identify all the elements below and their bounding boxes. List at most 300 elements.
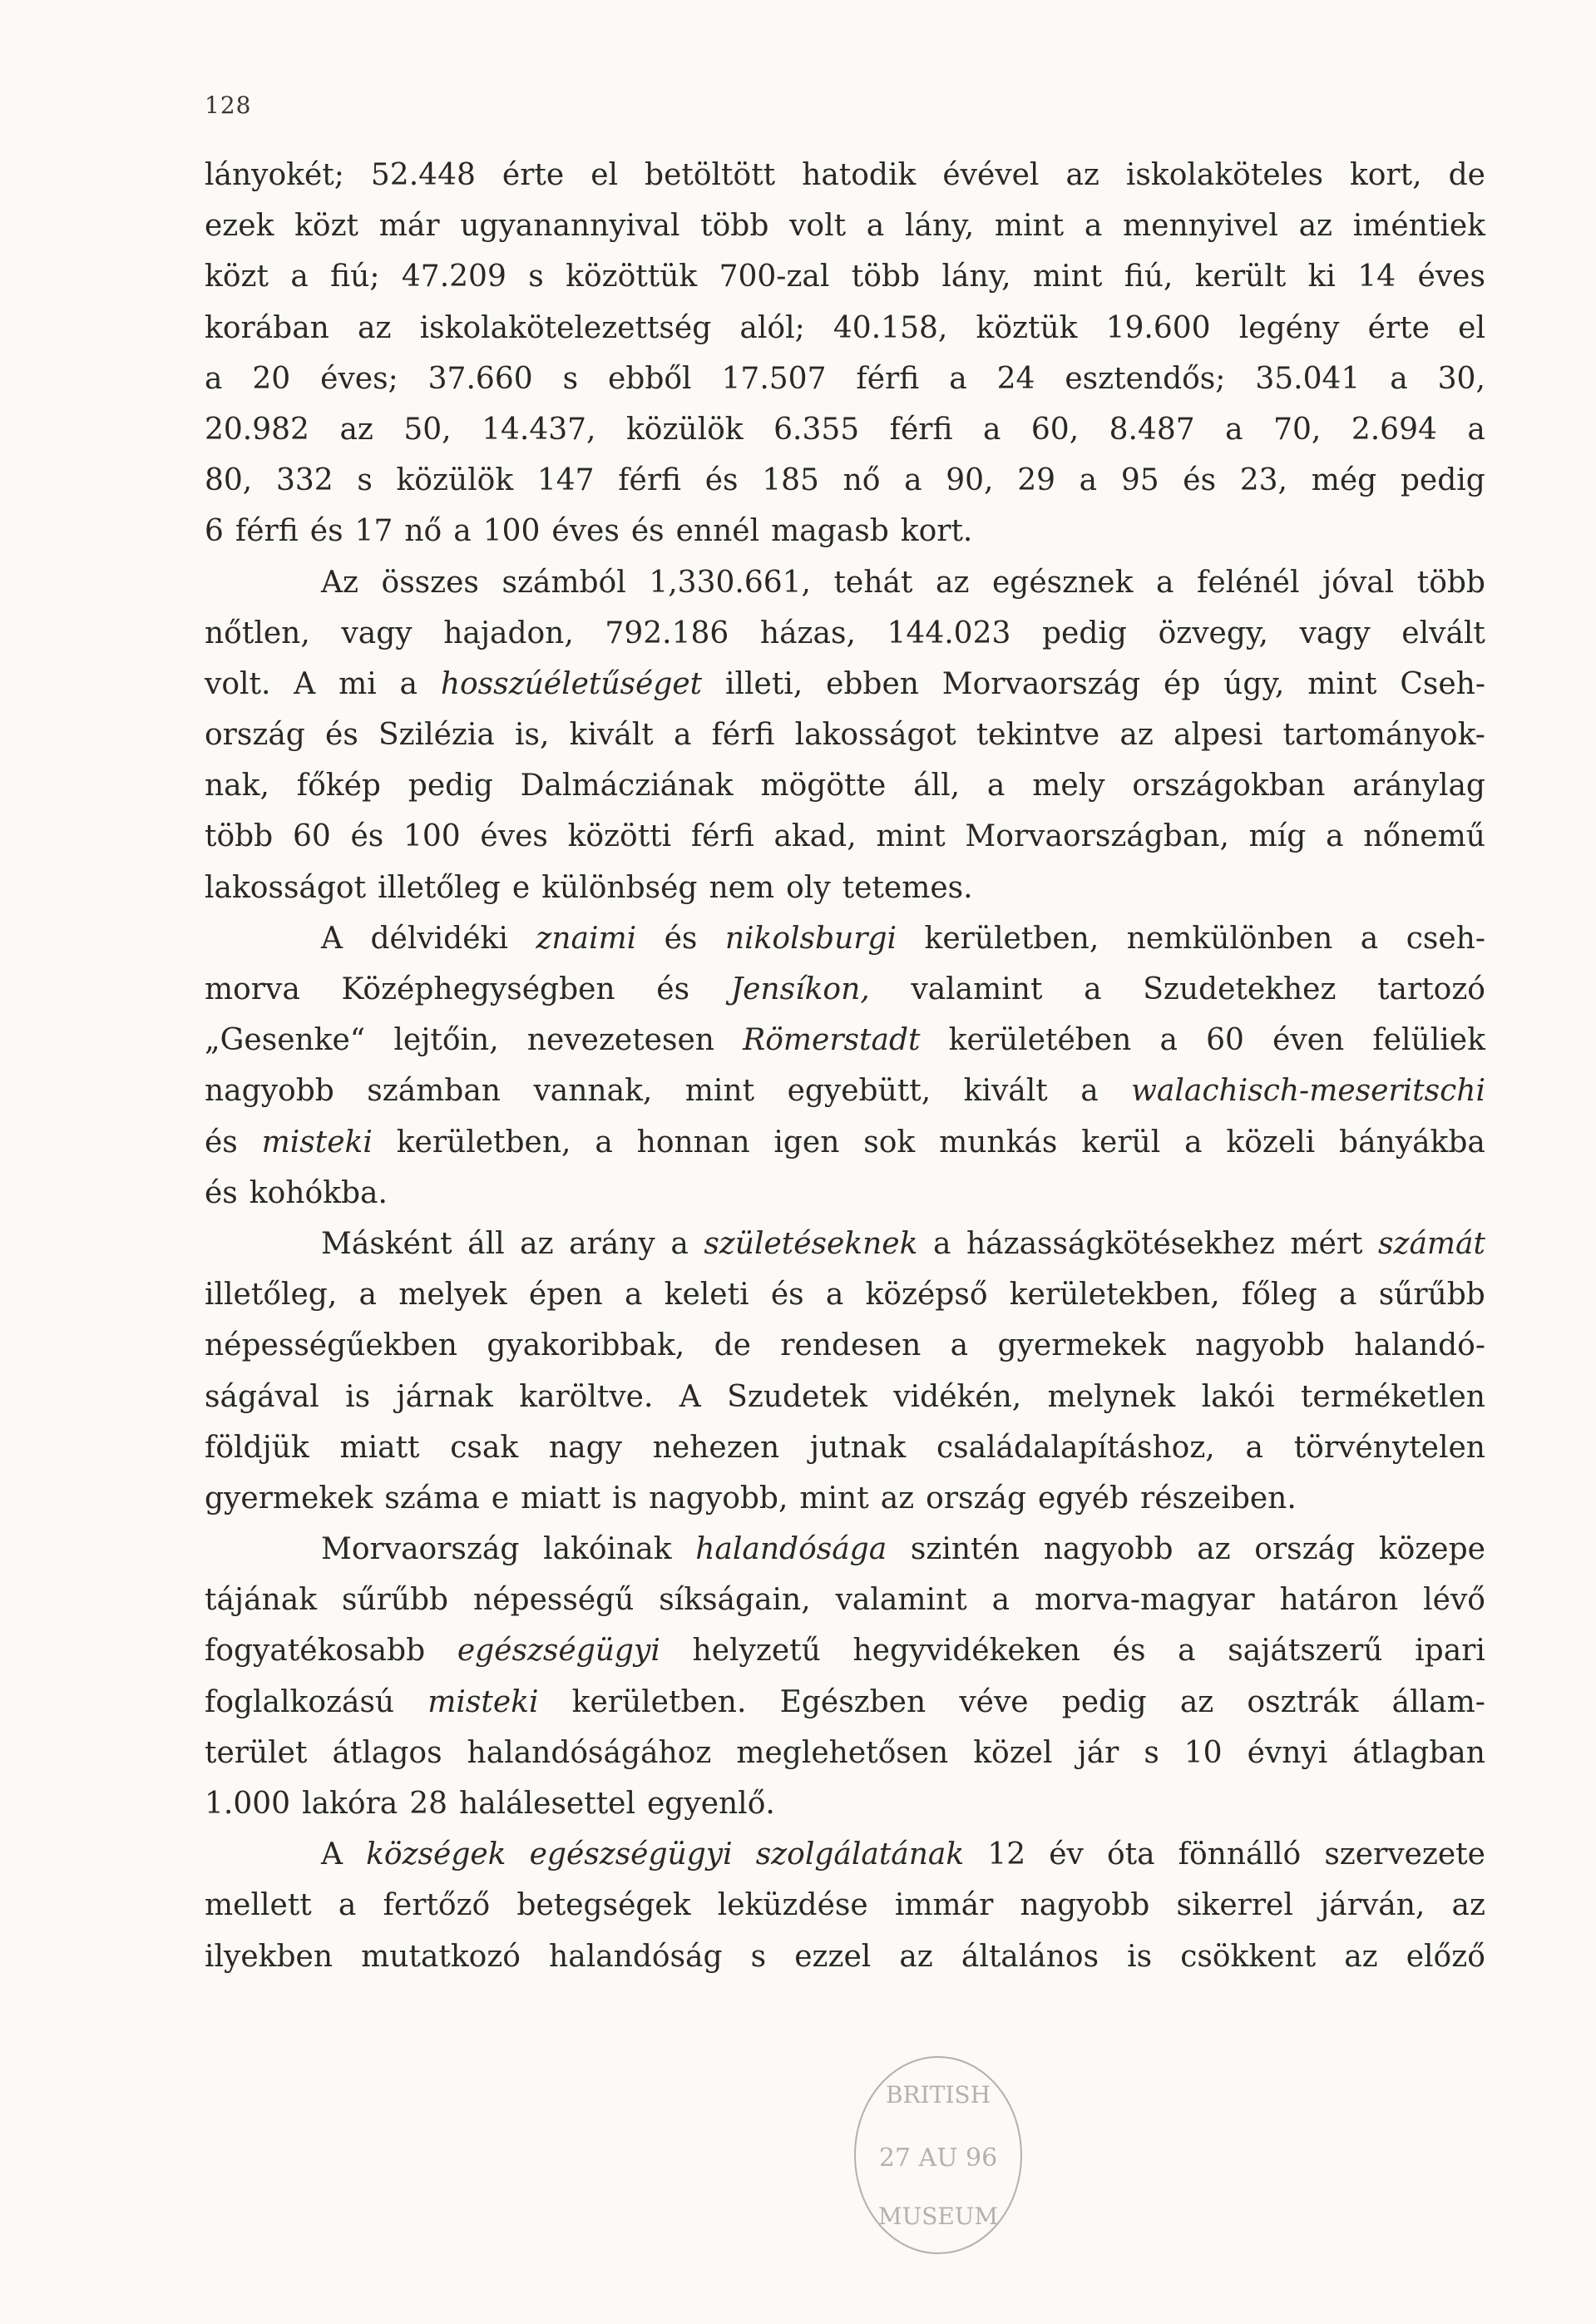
word: és [630, 514, 665, 549]
word: szolgálatának [755, 1837, 965, 1872]
word: járván, [1320, 1888, 1426, 1923]
word: ennél [675, 514, 760, 549]
word: a [866, 209, 885, 244]
word: kort. [900, 514, 973, 549]
word: év [1049, 1837, 1084, 1872]
word: kerületekben, [1009, 1278, 1220, 1313]
text-line [205, 506, 1485, 556]
word: lány, [941, 260, 1011, 294]
word: felénél [1197, 565, 1300, 600]
word: sűrűbb [341, 1583, 449, 1618]
word: és [309, 514, 343, 549]
word: 52.448 [370, 158, 476, 192]
word: 80, [205, 463, 253, 498]
word: 10 [1183, 1735, 1223, 1770]
word: az [1065, 158, 1099, 192]
word: óta [1106, 1837, 1155, 1872]
word: részeiben. [1140, 1481, 1297, 1516]
word: 700-zal [719, 260, 830, 294]
word: 6.355 [773, 412, 860, 447]
word: száma [384, 1481, 480, 1516]
word: a [399, 666, 418, 701]
word: de [714, 1328, 751, 1363]
word: ságával [205, 1379, 319, 1414]
text-line [205, 1422, 1485, 1473]
text-line [205, 251, 1485, 302]
word: leküzdése [717, 1888, 868, 1923]
word: ugyanannyival [460, 209, 680, 244]
word: általános [961, 1939, 1099, 1974]
museum-stamp [847, 2051, 1030, 2259]
word: hosszúéletűséget [440, 666, 703, 701]
word: az [1179, 1684, 1214, 1719]
word: éves [480, 819, 548, 854]
word: 17 [354, 514, 393, 549]
word: tartományok- [1282, 718, 1485, 753]
text-line [205, 608, 1485, 659]
word: férfi [690, 819, 754, 854]
word: évnyi [1247, 1735, 1328, 1770]
word: kerületben, [396, 1125, 571, 1160]
word: foglalkozású [205, 1684, 395, 1719]
word: és [205, 1125, 238, 1160]
word: walachisch-meseritschi [1131, 1074, 1485, 1109]
word: pedig [408, 769, 493, 804]
text-line [205, 659, 1485, 710]
text-line [205, 200, 1485, 251]
word: 29 [1017, 463, 1055, 498]
word: lejtőin, [393, 1023, 499, 1058]
word: 144.023 [887, 616, 1011, 650]
word: illetőleg, [205, 1278, 338, 1313]
word: 50, [403, 412, 452, 447]
word: mint [684, 1074, 755, 1109]
word: a [1390, 361, 1408, 396]
word: iskolaköteles [1125, 158, 1323, 192]
word: a [904, 463, 922, 498]
stamp-icon [847, 2051, 1030, 2259]
word: „Gesenke“ [205, 1023, 366, 1058]
word: kerül [1081, 1125, 1161, 1160]
word: 70, [1273, 412, 1322, 447]
word: sűrűbb [1378, 1278, 1485, 1313]
word: a [1184, 1125, 1203, 1160]
word: férfi [618, 463, 682, 498]
word: halandó- [1354, 1328, 1485, 1363]
word: Jensíkon, [730, 972, 870, 1006]
word: közepe [1378, 1532, 1485, 1567]
word: egésznek [992, 565, 1134, 600]
word: vidékén, [893, 1379, 1022, 1414]
word: ezzel [794, 1939, 872, 1974]
word: és [350, 819, 384, 854]
word: és [656, 972, 690, 1006]
word: hajadon, [443, 616, 574, 650]
word: az [1298, 209, 1332, 244]
word: mi [338, 666, 377, 701]
stamp-text-middle: 27 AU 96 [878, 2144, 998, 2173]
text-line [205, 1575, 1485, 1625]
word: lakóinak [543, 1532, 672, 1567]
word: tartozó [1377, 972, 1485, 1006]
word: férfi [856, 361, 920, 396]
word: 60, [1030, 412, 1080, 447]
word: nak, [205, 769, 269, 804]
word: fiú, [1124, 260, 1174, 294]
word: érte [1367, 310, 1430, 345]
word: karöltve. [519, 1379, 654, 1414]
word: 20 [252, 361, 291, 396]
word: arány [569, 1226, 655, 1261]
word: és [1112, 1634, 1146, 1669]
stamp-text-top: BRITISH [885, 2081, 991, 2109]
word: 28 [409, 1787, 448, 1821]
word: 792.186 [605, 616, 729, 650]
word: tájának [205, 1583, 318, 1618]
word: legény [1238, 310, 1340, 345]
word: járnak [396, 1379, 493, 1414]
word: házas, [759, 616, 856, 650]
word: közt [294, 209, 359, 244]
word: is, [515, 718, 550, 753]
word: volt. [205, 666, 271, 701]
word: és [770, 1278, 804, 1313]
word: gyermekek [997, 1328, 1166, 1363]
word: közt [205, 260, 269, 294]
word: jár [1077, 1735, 1119, 1770]
word: a [1178, 1634, 1196, 1669]
word: hegyvidékeken [852, 1634, 1080, 1669]
word: kort, [1349, 158, 1422, 192]
word: cseh- [1406, 921, 1485, 956]
text-line [205, 1219, 1485, 1269]
word: születéseknek [704, 1226, 918, 1261]
word: úgy, [1223, 666, 1285, 701]
word: országokban [1132, 769, 1326, 804]
word: összes [381, 565, 479, 600]
word: s [357, 463, 373, 498]
word: nagyobb, [649, 1481, 788, 1516]
word: lány, [904, 209, 975, 244]
text-line [205, 1524, 1485, 1575]
word: a [670, 1226, 689, 1261]
word: nő [404, 514, 442, 549]
word: a [932, 1226, 951, 1261]
word: is [345, 1379, 371, 1414]
word: is [612, 1481, 638, 1516]
word: délvidéki [370, 921, 508, 956]
word: melynek [1047, 1379, 1176, 1414]
word: Egészben [779, 1684, 926, 1719]
word: nemkülönben [1126, 921, 1333, 956]
word: középső [865, 1278, 988, 1313]
word: a [949, 361, 967, 396]
word: a [1079, 463, 1098, 498]
word: elvált [1401, 616, 1485, 650]
word: több [700, 209, 769, 244]
text-line [205, 1931, 1485, 1982]
word: szervezete [1324, 1837, 1485, 1872]
word: 100 [403, 819, 461, 854]
word: a [1084, 209, 1103, 244]
word: misteki [261, 1125, 373, 1160]
word: mint [1307, 666, 1377, 701]
word: nagyobb [205, 1074, 334, 1109]
word: az [339, 412, 373, 447]
word: ebből [607, 361, 692, 396]
word: mint [799, 1481, 869, 1516]
word: érte [502, 158, 565, 192]
word: iméntiek [1352, 209, 1485, 244]
word: Morvaország [321, 1532, 520, 1567]
word: de [1448, 158, 1485, 192]
word: mutatkozó [361, 1939, 521, 1974]
word: Morvaországban, [965, 819, 1229, 854]
word: közülök [625, 412, 744, 447]
word: gyakoribbak, [487, 1328, 685, 1363]
word: valamint [835, 1583, 967, 1618]
word: Römerstadt [743, 1023, 921, 1058]
word: áll [467, 1226, 505, 1261]
word: el [590, 158, 619, 192]
word: iskolakötelezettség [419, 310, 712, 345]
word: kerületben. [571, 1684, 747, 1719]
word: különbség [541, 870, 698, 905]
word: munkás [939, 1125, 1058, 1160]
word: kerületben, [924, 921, 1099, 956]
word: évével [942, 158, 1040, 192]
word: nőtlen, [205, 616, 310, 650]
word: meglehetősen [736, 1735, 949, 1770]
word: betegségek [516, 1888, 691, 1923]
word: férfi [711, 718, 775, 753]
word: vagy [341, 616, 413, 650]
text-line [205, 1269, 1485, 1320]
word: előző [1406, 1939, 1485, 1974]
word: 24 [996, 361, 1035, 396]
word: mint [994, 209, 1065, 244]
word: helyzetű [692, 1634, 821, 1669]
word: mennyivel [1123, 209, 1278, 244]
word: köztük [976, 310, 1078, 345]
text-line [205, 1117, 1485, 1168]
word: sikerrel [1176, 1888, 1293, 1923]
word: Dalmácziának [520, 769, 734, 804]
word: közöttük [566, 260, 698, 294]
text-line [205, 760, 1485, 811]
word: éves; [320, 361, 398, 396]
word: áll, [913, 769, 961, 804]
word: és [325, 718, 358, 753]
word: ilyekben [205, 1939, 334, 1974]
word: terület [205, 1735, 308, 1770]
word: tetemes. [842, 870, 973, 905]
word: kivált [569, 718, 654, 753]
word: 47.209 [401, 260, 506, 294]
word: házasságkötésekhez [966, 1226, 1275, 1261]
word: a [1338, 1278, 1357, 1313]
word: s [562, 361, 579, 396]
word: éven [1272, 1023, 1345, 1058]
word: A [679, 1379, 701, 1414]
word: a [1159, 1023, 1178, 1058]
word: osztrák [1247, 1684, 1359, 1719]
word: jóval [1322, 565, 1395, 600]
word: lakosságot [794, 718, 956, 753]
word: törvénytelen [1293, 1430, 1485, 1465]
word: a [1326, 819, 1344, 854]
word: több [851, 260, 921, 294]
text-line [205, 404, 1485, 455]
word: ipari [1415, 1634, 1485, 1669]
word: Szudetek [727, 1379, 867, 1414]
word: oly [786, 870, 831, 905]
word: férfi [235, 514, 299, 549]
word: a [338, 1888, 357, 1923]
word: volt [789, 209, 847, 244]
word: közel [973, 1735, 1053, 1770]
word: nikolsburgi [724, 921, 897, 956]
word: nő [842, 463, 881, 498]
word: fiú; [330, 260, 380, 294]
word: 17.507 [721, 361, 827, 396]
stamp-text-bottom: MUSEUM [877, 2203, 999, 2230]
text-line [205, 1625, 1485, 1676]
word: egyebütt, [787, 1074, 931, 1109]
word: átlagban [1352, 1735, 1485, 1770]
word: pedig [1400, 463, 1485, 498]
body-text [205, 150, 1485, 1982]
word: nőnemű [1363, 819, 1485, 854]
word: halandóság [549, 1939, 723, 1974]
word: határon [1279, 1583, 1399, 1618]
word: immár [894, 1888, 994, 1923]
word: ebben [826, 666, 919, 701]
word: tehát [833, 565, 913, 600]
text-line [205, 710, 1485, 760]
word: hatodik [802, 158, 917, 192]
word: a [825, 1278, 844, 1313]
word: az [1344, 1939, 1378, 1974]
word: ki [1307, 260, 1336, 294]
word: özvegy, [1158, 616, 1268, 650]
word: mint [876, 819, 946, 854]
word: népességű [473, 1583, 635, 1618]
word: 147 [536, 463, 595, 498]
word: ezek [205, 209, 274, 244]
word: a [624, 1278, 643, 1313]
word: síkságain, [659, 1583, 811, 1618]
word: csökkent [1180, 1939, 1317, 1974]
word: sajátszerű [1228, 1634, 1383, 1669]
word: nagyobb [1195, 1328, 1325, 1363]
word: 23, [1239, 463, 1288, 498]
word: a [1360, 921, 1379, 956]
word: az [1119, 718, 1154, 753]
word: egészségügyi [457, 1634, 660, 1669]
word: közötti [567, 819, 672, 854]
word: halálesettel [459, 1787, 635, 1821]
text-line [205, 1677, 1485, 1728]
text-line [205, 1829, 1485, 1880]
text-line [205, 1320, 1485, 1371]
word: 19.600 [1105, 310, 1211, 345]
word: az [880, 1481, 915, 1516]
word: és [205, 1175, 238, 1210]
word: a [595, 1125, 613, 1160]
word: s [750, 1939, 767, 1974]
word: a [991, 1583, 1010, 1618]
word: 100 [482, 514, 541, 549]
word: tekintve [976, 718, 1100, 753]
word: Középhegységben [341, 972, 615, 1006]
word: az [936, 565, 970, 600]
word: és [1183, 463, 1217, 498]
word: vagy [1299, 616, 1371, 650]
word: 95 [1120, 463, 1159, 498]
word: is [1127, 1939, 1153, 1974]
word: esztendős; [1065, 361, 1226, 396]
word: a [358, 1278, 377, 1313]
word: illetőleg [378, 870, 501, 905]
word: 185 [762, 463, 819, 498]
word: alól; [739, 310, 805, 345]
text-line [205, 303, 1485, 354]
word: A [294, 666, 316, 701]
word: valamint [911, 972, 1043, 1006]
word: és [664, 921, 698, 956]
word: már [378, 209, 440, 244]
word: több [1416, 565, 1485, 600]
word: a [290, 260, 309, 294]
word: családalapításhoz, [936, 1430, 1215, 1465]
text-line [205, 1880, 1485, 1931]
word: kerületében [948, 1023, 1132, 1058]
word: morva-magyar [1035, 1583, 1255, 1618]
word: e [491, 1481, 510, 1516]
word: 60 [1206, 1023, 1244, 1058]
word: rendesen [780, 1328, 922, 1363]
text-line [205, 354, 1485, 404]
word: akad, [773, 819, 857, 854]
word: 20.982 [205, 412, 309, 447]
word: 2.694 [1351, 412, 1437, 447]
word: ország [926, 1481, 1026, 1516]
word: a [1245, 1430, 1263, 1465]
word: fönnálló [1178, 1837, 1302, 1872]
word: nagyobb [1043, 1532, 1174, 1567]
word: misteki [427, 1684, 539, 1719]
word: szintén [910, 1532, 1020, 1567]
word: pedig [1042, 616, 1127, 650]
word: éves [1417, 260, 1485, 294]
word: felüliek [1372, 1023, 1485, 1058]
word: 30, [1437, 361, 1485, 396]
word: az [1197, 1532, 1231, 1567]
text-line [205, 863, 1485, 913]
word: a [1155, 565, 1174, 600]
word: ország [205, 718, 305, 753]
word: Szudetekhez [1143, 972, 1337, 1006]
page-number: 128 [205, 91, 252, 119]
word: mellett [205, 1888, 312, 1923]
word: a [1080, 1074, 1099, 1109]
word: Másként [321, 1226, 452, 1261]
word: terméketlen [1300, 1379, 1485, 1414]
word: halandóságához [467, 1735, 712, 1770]
word: a [1225, 412, 1243, 447]
word: miatt [521, 1481, 601, 1516]
